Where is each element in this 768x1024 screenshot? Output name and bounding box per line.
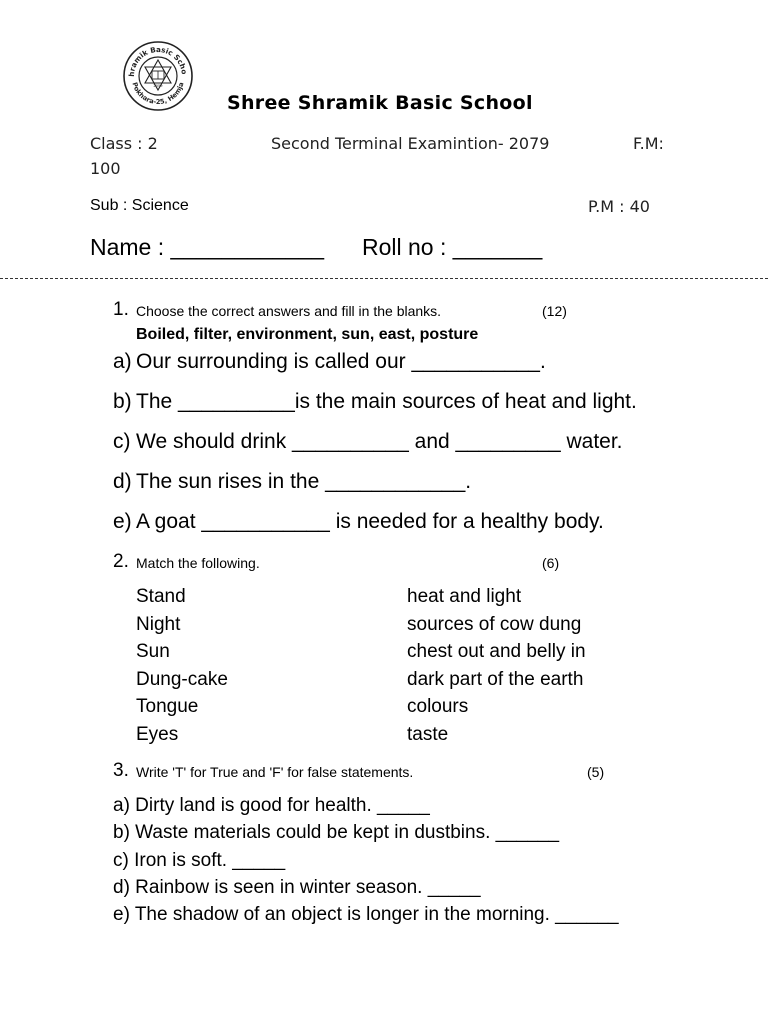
question-3-number: 3. [113, 760, 129, 781]
name-field: Name : ____________ [90, 234, 325, 260]
match-left-item: Stand [136, 586, 186, 607]
full-marks-label: F.M: [633, 134, 664, 153]
q1-item-text: A goat ___________ is needed for a healthy body. [136, 510, 604, 533]
match-right-item: sources of cow dung [407, 614, 582, 635]
question-1-marks: (12) [542, 303, 567, 319]
svg-text:2059: 2059 [153, 84, 163, 88]
question-3-marks: (5) [587, 764, 605, 780]
match-right-item: dark part of the earth [407, 669, 584, 690]
match-left-item: Tongue [136, 696, 199, 717]
school-seal-logo [122, 40, 194, 112]
true-false-item: b) Waste materials could be kept in dustbins. ______ [113, 822, 560, 843]
true-false-item: e) The shadow of an object is longer in the morning. ______ [113, 904, 619, 925]
svg-text:Shramik Basic School: hramik Basic Scho [126, 44, 189, 77]
word-bank: Boiled, filter, environment, sun, east, posture [136, 326, 479, 343]
q1-item-letter: e) [113, 510, 132, 533]
roll-number-field: Roll no : _______ [362, 234, 543, 260]
dashed-divider [0, 278, 768, 279]
true-false-item: c) Iron is soft. _____ [113, 850, 286, 871]
match-right-item: colours [407, 696, 469, 717]
pass-marks-label: P.M : 40 [588, 197, 650, 216]
question-1-number: 1. [113, 299, 129, 320]
exam-title: Second Terminal Examintion- 2079 [271, 134, 550, 153]
q1-item-letter: c) [113, 430, 131, 453]
match-right-item: taste [407, 724, 449, 745]
question-3-instruction: Write 'T' for True and 'F' for false statements. [136, 764, 414, 780]
question-1-instruction: Choose the correct answers and fill in the blanks. [136, 303, 442, 319]
question-2-number: 2. [113, 551, 129, 572]
full-marks-value: 100 [90, 159, 121, 178]
true-false-item: a) Dirty land is good for health. _____ [113, 795, 430, 816]
q1-item-text: The sun rises in the ____________. [136, 470, 472, 493]
match-left-item: Night [136, 614, 181, 635]
q1-item-text: Our surrounding is called our ___________. [136, 350, 546, 373]
class-label: Class : 2 [90, 134, 158, 153]
match-left-item: Dung-cake [136, 669, 228, 690]
svg-text:Pokhara-25, Hemja: Pokhara-25, Hemja [130, 81, 186, 107]
q1-item-letter: a) [113, 350, 132, 373]
subject-label: Sub : Science [90, 197, 189, 214]
q1-item-letter: b) [113, 390, 132, 413]
question-2-marks: (6) [542, 555, 560, 571]
match-left-item: Sun [136, 641, 170, 662]
school-name: Shree Shramik Basic School [227, 92, 533, 114]
true-false-item: d) Rainbow is seen in winter season. _____ [113, 877, 481, 898]
q1-item-text: We should drink __________ and _________ water. [136, 430, 623, 453]
match-right-item: chest out and belly in [407, 641, 586, 662]
q1-item-letter: d) [113, 470, 132, 493]
question-2-instruction: Match the following. [136, 555, 260, 571]
q1-item-text: The __________is the main sources of heat and light. [136, 390, 637, 413]
match-right-item: heat and light [407, 586, 522, 607]
match-left-item: Eyes [136, 724, 179, 745]
